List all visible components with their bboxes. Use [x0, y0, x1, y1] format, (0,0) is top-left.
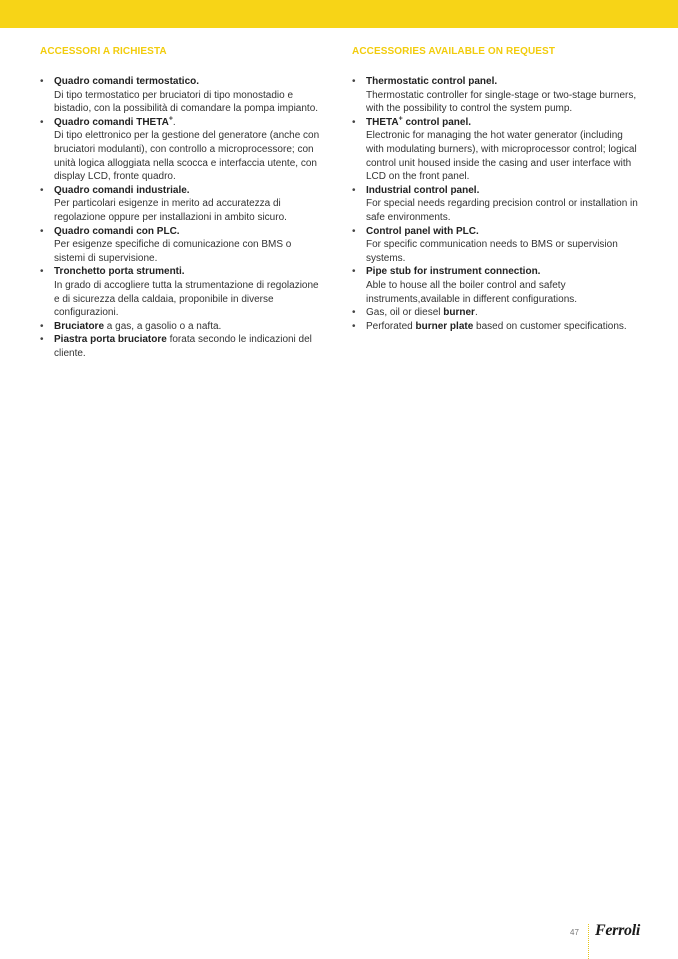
item-title: Quadro comandi industriale.: [54, 184, 190, 196]
item-text: a gas, a gasolio o a nafta.: [104, 320, 222, 332]
list-item: [40, 225, 322, 266]
item-description: Thermostatic controller for single-stage or two-stage burners, with the possibility to control the system pump.: [366, 89, 637, 115]
left-column-title: ACCESSORI A RICHIESTA: [40, 46, 167, 57]
item-description: Di tipo termostatico per bruciatori di tipo monostadio e bistadio, con la possibilità di comandare la pompa impianto.: [54, 89, 319, 115]
top-accent-bar: [0, 0, 678, 28]
list-item: [40, 75, 322, 116]
item-title-superscript: +: [398, 115, 403, 123]
item-title-suffix: control panel.: [402, 116, 472, 128]
item-title: Industrial control panel.: [366, 184, 480, 196]
ferroli-logo: Ferroli: [595, 922, 641, 939]
page-number: 47: [570, 928, 579, 937]
item-title: Piastra porta bruciatore: [54, 334, 167, 346]
item-title: Quadro comandi THETA: [54, 116, 169, 128]
item-text: .: [474, 307, 478, 319]
list-item: [352, 116, 642, 184]
item-title: Control panel with PLC.: [366, 225, 479, 237]
list-item: [40, 184, 322, 225]
right-accessory-list: [352, 75, 642, 333]
item-text: based on customer specifications.: [473, 320, 627, 332]
list-item: [352, 75, 642, 116]
list-item: [40, 320, 322, 334]
item-description: Per esigenze specifiche di comunicazione con BMS o sistemi di supervisione.: [54, 239, 292, 264]
list-item: [40, 116, 322, 184]
footer-divider: [588, 924, 589, 959]
item-title: THETA: [366, 116, 399, 128]
list-item: [352, 320, 642, 334]
item-description: Electronic for managing the hot water generator (including with modulating burners), with microprocessor control; logical control unit housed inside the casing and user interface with LCD on the front panel.: [366, 130, 637, 183]
item-title-suffix: .: [172, 116, 176, 128]
left-accessory-list: [40, 75, 322, 360]
list-item: [352, 184, 642, 225]
item-title: Thermostatic control panel.: [366, 76, 498, 87]
item-title: Tronchetto porta strumenti.: [54, 266, 185, 278]
item-title: burner: [443, 307, 475, 319]
list-item: [352, 265, 642, 306]
left-column: [40, 46, 322, 360]
item-description: For specific communication needs to BMS or supervision systems.: [366, 239, 618, 264]
item-description: Able to house all the boiler control and safety instruments,available in different configurations.: [366, 279, 578, 305]
item-description: Per particolari esigenze in merito ad accuratezza di regolazione oppure per installazioni in ambito sicuro.: [54, 198, 287, 223]
item-title: Pipe stub for instrument connection.: [366, 266, 541, 278]
item-text-prefix: Gas, oil or diesel: [366, 307, 444, 319]
list-item: [40, 333, 322, 360]
item-title: burner plate: [415, 320, 474, 332]
right-column: [352, 46, 642, 333]
item-title: Bruciatore: [54, 320, 105, 332]
list-item: [352, 225, 642, 266]
item-description: In grado di accogliere tutta la strumentazione di regolazione e di sicurezza della caldaia, proponibile in diverse configurazioni.: [54, 279, 319, 319]
item-text-prefix: Perforated: [366, 320, 416, 332]
list-item: [352, 306, 642, 320]
item-description: For special needs regarding precision control or installation in safe environments.: [366, 198, 638, 223]
list-item: [40, 265, 322, 319]
right-column-title: ACCESSORIES AVAILABLE ON REQUEST: [352, 46, 556, 57]
item-description: Di tipo elettronico per la gestione del generatore (anche con bruciatori modulanti), con controllo a microprocessore; con unità logica alloggiata nella scocca e interfaccia utente, con display LCD, fronte quadro.: [54, 130, 320, 183]
item-text: forata secondo le indicazioni del cliente.: [54, 334, 312, 359]
item-title-superscript: +: [168, 115, 173, 123]
item-title: Quadro comandi con PLC.: [54, 225, 180, 237]
item-title: Quadro comandi termostatico.: [54, 76, 200, 87]
